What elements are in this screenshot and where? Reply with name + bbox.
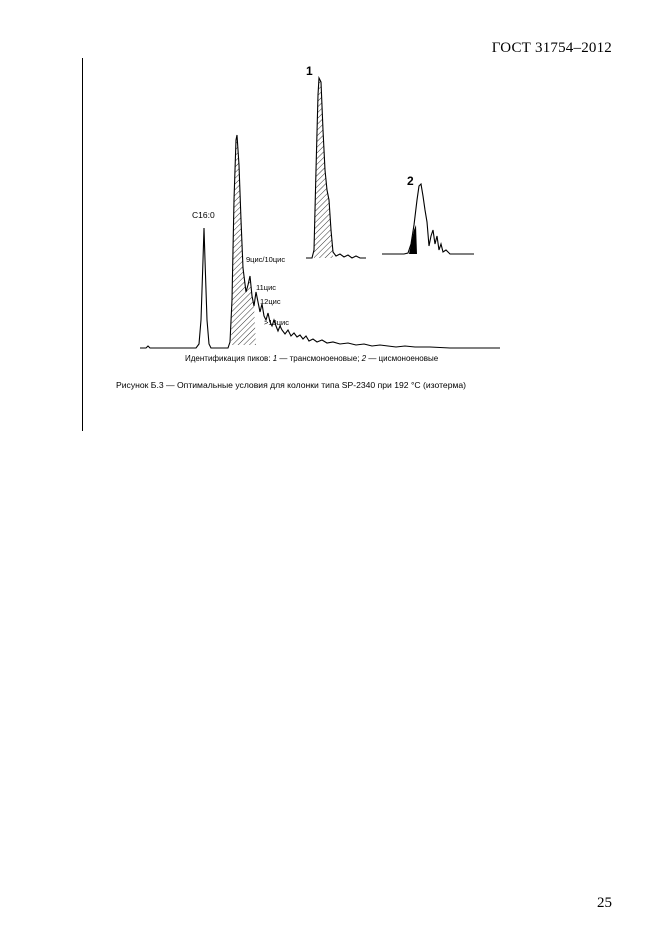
figure-caption: Рисунок Б.3 — Оптимальные условия для колонки типа SP-2340 при 192 °С (изотерма) <box>116 380 467 390</box>
legend-number-2: 2 <box>361 354 367 363</box>
peak-label-2: 2 <box>407 174 414 188</box>
peak-label-c16: C16:0 <box>192 210 215 220</box>
legend-trans: — трансмоноеновые; <box>277 354 362 363</box>
legend-prefix: Идентификация пиков: <box>185 354 273 363</box>
peak-label-1: 1 <box>306 64 313 78</box>
legend-number-1: 1 <box>272 354 278 363</box>
peak-label-9cis-10cis: 9цис/10цис <box>246 255 286 264</box>
inset-chromatogram-2 <box>382 184 474 254</box>
peak-label-13cis: >13цис <box>264 318 289 327</box>
legend-cis: — цисмоноеновые <box>366 354 439 363</box>
peak-identification-legend <box>185 354 438 363</box>
inset-2-trace <box>382 184 474 254</box>
inset-1-hatch-area <box>314 78 333 258</box>
peak-label-11cis: 11цис <box>256 283 277 292</box>
peak-label-12cis: 12цис <box>260 297 281 306</box>
page-number: 25 <box>597 895 612 911</box>
document-header: ГОСТ 31754–2012 <box>491 40 612 56</box>
inset-chromatogram-1 <box>306 78 366 258</box>
